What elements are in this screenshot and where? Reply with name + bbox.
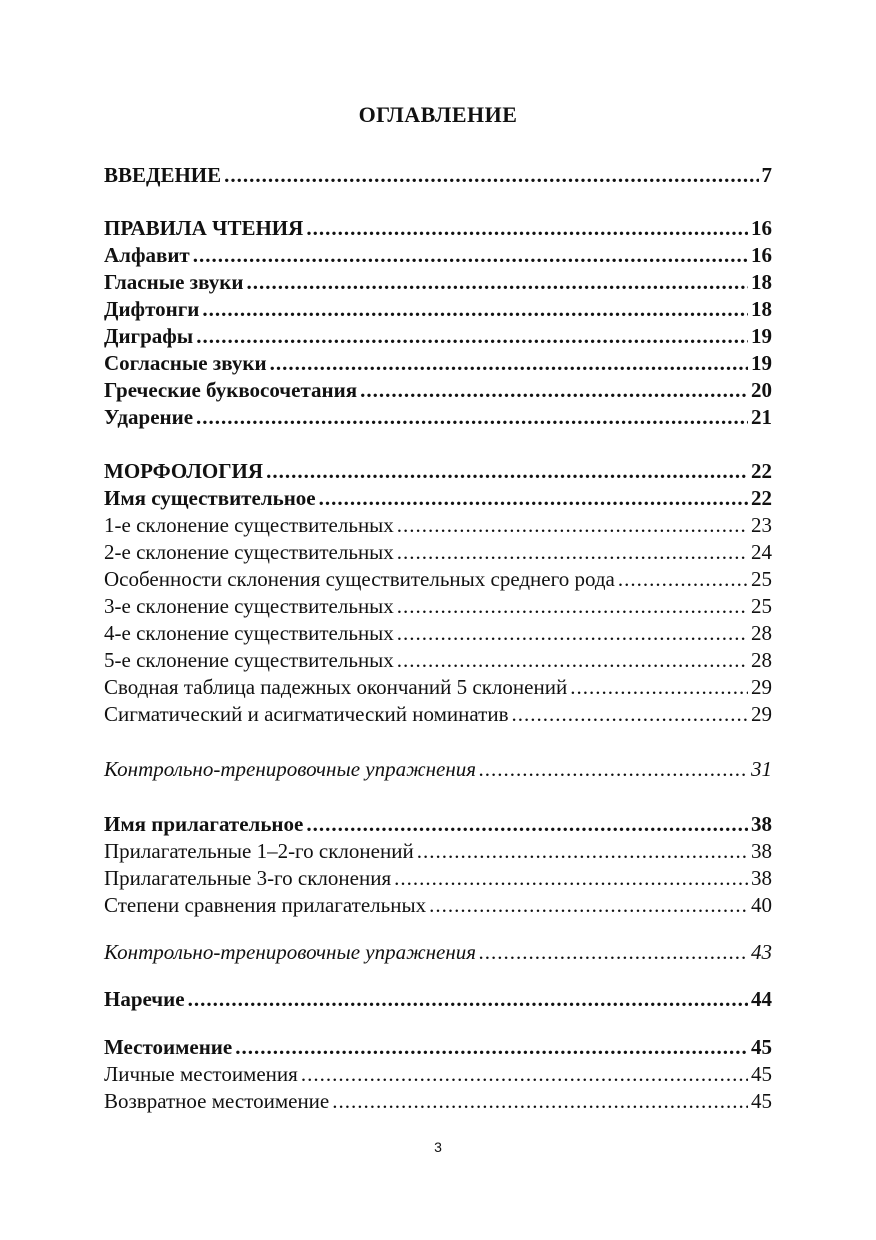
- toc-leader-dots: [360, 376, 748, 404]
- toc-entry-title: 1-е склонение существительных: [104, 513, 394, 537]
- toc-entry-page: 18: [751, 297, 772, 321]
- toc-entry-5[interactable]: [104, 322, 772, 350]
- page-title: ОГЛАВЛЕНИЕ: [358, 102, 518, 127]
- toc-entry-13[interactable]: [104, 565, 772, 593]
- toc-entry-page: 43: [751, 940, 772, 964]
- toc-entry-title: Сводная таблица падежных окончаний 5 склонений: [104, 675, 568, 699]
- toc-leader-dots: [246, 268, 748, 296]
- toc-entry-15[interactable]: [104, 619, 772, 647]
- toc-entry-title: Сигматический и асигматический номинатив: [104, 702, 509, 726]
- toc-entry-title: Контрольно-тренировочные упражнения: [104, 940, 477, 964]
- toc-entry-title: ВВЕДЕНИЕ: [104, 163, 222, 187]
- toc-leader-dots: [479, 938, 748, 966]
- toc-entry-title: Гласные звуки: [104, 270, 244, 294]
- toc-entry-28[interactable]: [104, 1087, 772, 1115]
- toc-entry-title: Прилагательные 3-го склонения: [104, 866, 392, 890]
- toc-entry-page: 18: [751, 270, 772, 294]
- toc-entry-page: 22: [751, 486, 772, 510]
- toc-entry-title: Согласные звуки: [104, 351, 267, 375]
- toc-entry-title: Степени сравнения прилагательных: [104, 893, 427, 917]
- toc-entry-page: 25: [751, 567, 772, 591]
- toc-entry-page: 19: [751, 351, 772, 375]
- toc-entry-title: 3-е склонение существительных: [104, 594, 394, 618]
- toc-entry-title: Алфавит: [104, 243, 190, 267]
- toc-entry-title: 5-е склонение существительных: [104, 648, 394, 672]
- toc-entry-11[interactable]: [104, 511, 772, 539]
- toc-entry-title: Контрольно-тренировочные упражнения: [104, 757, 477, 781]
- toc-leader-dots: [306, 810, 748, 838]
- toc-leader-dots: [417, 837, 748, 865]
- toc-leader-dots: [397, 619, 748, 647]
- page-number: 3: [434, 1139, 442, 1155]
- toc-entry-0[interactable]: [104, 161, 772, 189]
- toc-entry-25[interactable]: [104, 985, 772, 1013]
- toc-entry-21[interactable]: [104, 837, 772, 865]
- toc-entry-page: 38: [751, 866, 772, 890]
- toc-entry-page: 29: [751, 675, 772, 699]
- toc-entry-page: 29: [751, 702, 772, 726]
- toc-entry-27[interactable]: [104, 1060, 772, 1088]
- toc-entry-1[interactable]: [104, 214, 772, 242]
- toc-leader-dots: [224, 161, 758, 189]
- toc-entry-14[interactable]: [104, 592, 772, 620]
- toc-entry-title: Диграфы: [104, 324, 194, 348]
- toc-leader-dots: [196, 322, 748, 350]
- toc-entry-page: 23: [751, 513, 772, 537]
- toc-entry-title: Греческие буквосочетания: [104, 378, 358, 402]
- toc-entry-9[interactable]: [104, 457, 772, 485]
- toc-entry-page: 31: [751, 757, 772, 781]
- toc-entry-19[interactable]: [104, 755, 772, 783]
- toc-entry-20[interactable]: [104, 810, 772, 838]
- toc-entry-title: Имя прилагательное: [104, 812, 304, 836]
- toc-leader-dots: [306, 214, 748, 242]
- toc-leader-dots: [188, 985, 748, 1013]
- toc-entry-2[interactable]: [104, 241, 772, 269]
- toc-entry-page: 28: [751, 648, 772, 672]
- toc-leader-dots: [394, 864, 748, 892]
- toc-entry-page: 25: [751, 594, 772, 618]
- toc-entry-title: Местоимение: [104, 1035, 233, 1059]
- toc-leader-dots: [397, 646, 748, 674]
- toc-leader-dots: [270, 349, 748, 377]
- toc-leader-dots: [397, 511, 748, 539]
- toc-leader-dots: [512, 700, 749, 728]
- toc-entry-title: Личные местоимения: [104, 1062, 298, 1086]
- toc-entry-title: Имя существительное: [104, 486, 316, 510]
- toc-entry-page: 20: [751, 378, 772, 402]
- toc-leader-dots: [266, 457, 748, 485]
- toc-entry-title: 2-е склонение существительных: [104, 540, 394, 564]
- toc-leader-dots: [618, 565, 748, 593]
- toc-entry-page: 44: [751, 987, 772, 1011]
- toc-entry-4[interactable]: [104, 295, 772, 323]
- toc-entry-page: 19: [751, 324, 772, 348]
- toc-entry-26[interactable]: [104, 1033, 772, 1061]
- toc-entry-7[interactable]: [104, 376, 772, 404]
- toc-entry-title: Особенности склонения существительных среднего рода: [104, 567, 615, 591]
- toc-leader-dots: [397, 538, 748, 566]
- toc-leader-dots: [301, 1060, 748, 1088]
- toc-leader-dots: [570, 673, 748, 701]
- toc-entry-page: 22: [751, 459, 772, 483]
- toc-leader-dots: [235, 1033, 748, 1061]
- toc-entry-page: 28: [751, 621, 772, 645]
- toc-leader-dots: [479, 755, 748, 783]
- toc-entry-title: ПРАВИЛА ЧТЕНИЯ: [104, 216, 304, 240]
- toc-entry-title: Ударение: [104, 405, 194, 429]
- toc-entry-12[interactable]: [104, 538, 772, 566]
- toc-entry-page: 7: [761, 163, 772, 187]
- toc-entry-page: 21: [751, 405, 772, 429]
- toc-entry-page: 16: [751, 243, 772, 267]
- toc-entry-title: Прилагательные 1–2-го склонений: [104, 839, 414, 863]
- toc-entry-title: 4-е склонение существительных: [104, 621, 394, 645]
- toc-entry-8[interactable]: [104, 403, 772, 431]
- toc-entry-page: 40: [751, 893, 772, 917]
- toc-entry-18[interactable]: [104, 700, 772, 728]
- toc-entry-page: 38: [751, 839, 772, 863]
- toc-entry-title: МОРФОЛОГИЯ: [104, 459, 264, 483]
- toc-entry-16[interactable]: [104, 646, 772, 674]
- table-of-contents: [104, 0, 772, 1240]
- toc-leader-dots: [332, 1087, 748, 1115]
- toc-entry-23[interactable]: [104, 891, 772, 919]
- toc-entry-title: Наречие: [104, 987, 185, 1011]
- toc-leader-dots: [202, 295, 748, 323]
- toc-entry-6[interactable]: [104, 349, 772, 377]
- toc-entry-title: Дифтонги: [104, 297, 200, 321]
- toc-entry-page: 45: [751, 1035, 772, 1059]
- toc-entry-page: 38: [751, 812, 772, 836]
- toc-leader-dots: [196, 403, 748, 431]
- toc-leader-dots: [193, 241, 748, 269]
- toc-entry-10[interactable]: [104, 484, 772, 512]
- toc-entry-page: 16: [751, 216, 772, 240]
- toc-entry-page: 24: [751, 540, 772, 564]
- toc-entry-24[interactable]: [104, 938, 772, 966]
- toc-leader-dots: [429, 891, 748, 919]
- toc-entry-title: Возвратное местоимение: [104, 1089, 330, 1113]
- toc-entry-17[interactable]: [104, 673, 772, 701]
- toc-entry-22[interactable]: [104, 864, 772, 892]
- toc-entry-3[interactable]: [104, 268, 772, 296]
- toc-entry-page: 45: [751, 1089, 772, 1113]
- toc-leader-dots: [397, 592, 748, 620]
- toc-leader-dots: [319, 484, 748, 512]
- toc-entry-page: 45: [751, 1062, 772, 1086]
